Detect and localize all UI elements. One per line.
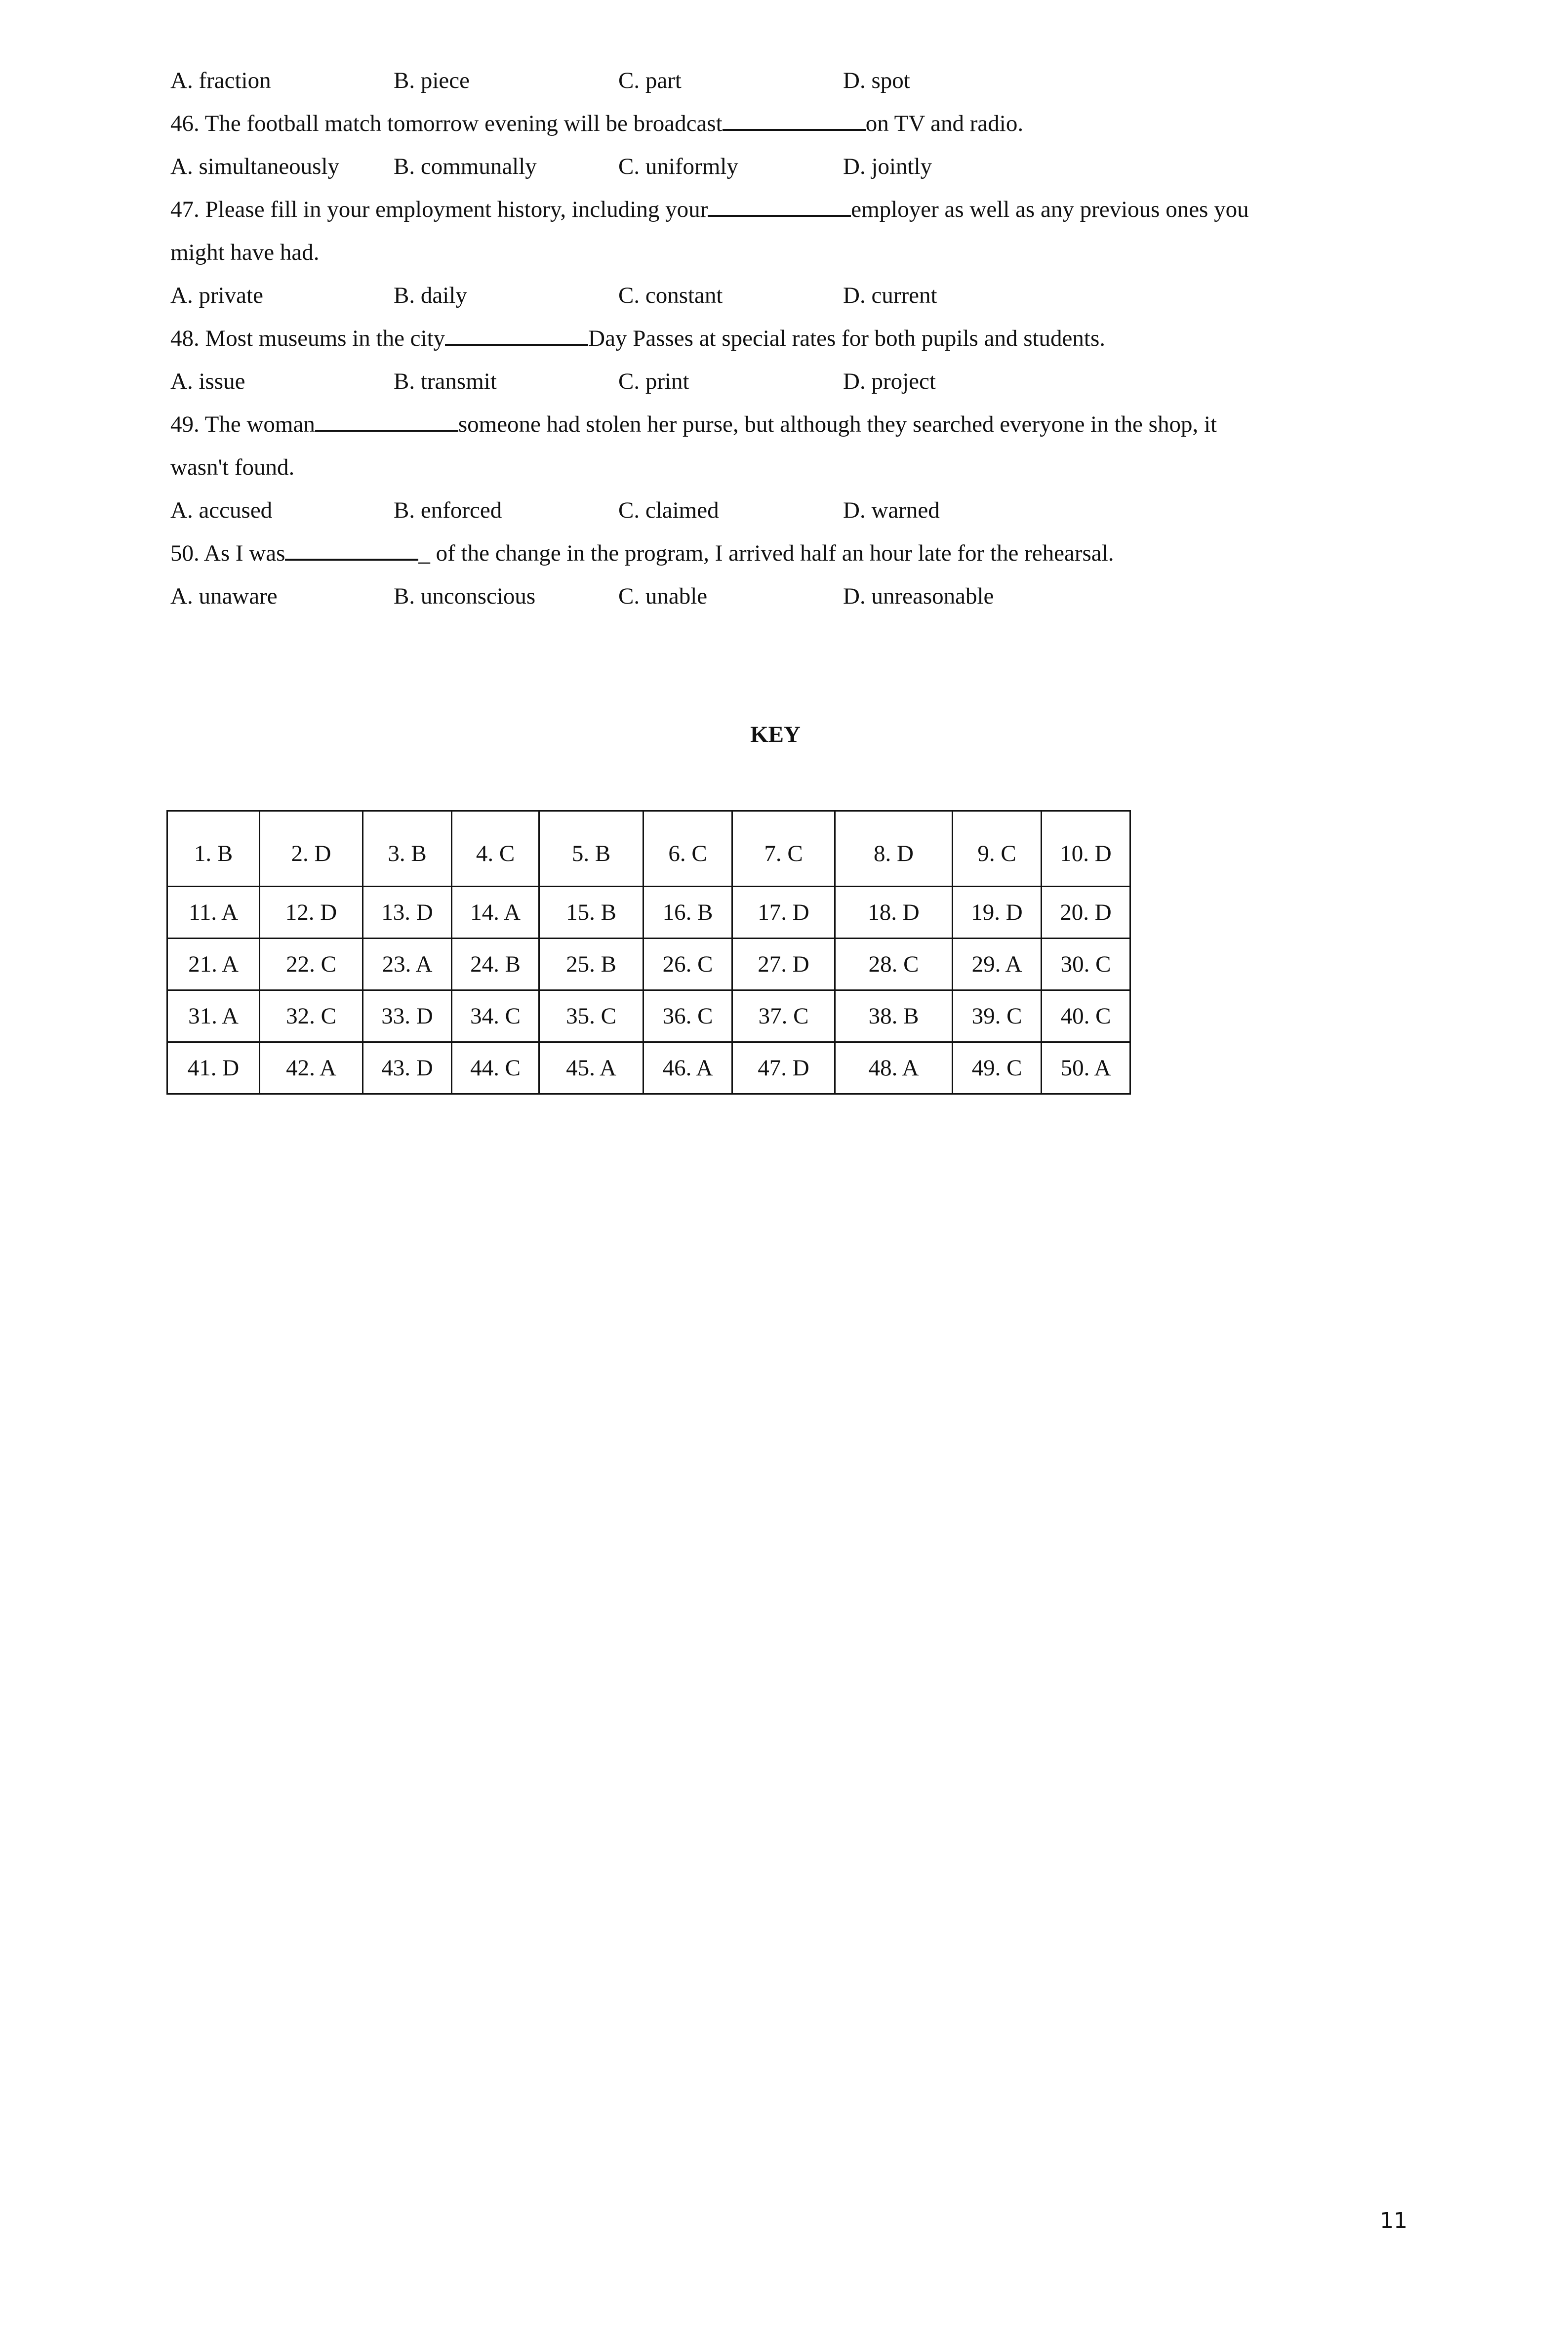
option-a: A. unaware [170,583,278,609]
page-number: 11 [1380,2208,1407,2233]
key-cell: 46. A [643,1042,732,1094]
key-cell: 28. C [835,939,953,990]
option-a: A. simultaneously [170,154,340,179]
questions-section [170,59,1356,618]
question-47-stem [170,188,1356,231]
option-b: B. enforced [394,497,502,523]
key-cell: 20. D [1042,887,1130,939]
table-row [167,939,1130,990]
key-cell: 4. C [452,811,539,887]
key-cell: 25. B [539,939,643,990]
table-row [167,990,1130,1042]
answer-blank [445,329,588,346]
question-47-stem-continued [170,231,1356,274]
question-text: someone had stolen her purse, but although they searched everyone in the shop, it [458,411,1217,437]
question-text: Day Passes at special rates for both pupils and students. [588,326,1106,351]
key-cell: 2. D [260,811,363,887]
option-c: C. print [618,369,689,394]
key-cell: 38. B [835,990,953,1042]
key-cell: 15. B [539,887,643,939]
key-cell: 42. A [260,1042,363,1094]
key-cell: 37. C [732,990,835,1042]
key-cell: 6. C [643,811,732,887]
key-cell: 33. D [363,990,452,1042]
option-a: A. private [170,283,263,308]
table-row [167,811,1130,887]
question-text: 47. Please fill in your employment history, including your [170,197,708,222]
key-cell: 24. B [452,939,539,990]
table-row [167,1042,1130,1094]
option-d: D. jointly [843,154,932,179]
option-a: A. fraction [170,68,271,93]
option-d: D. spot [843,68,910,93]
key-cell: 16. B [643,887,732,939]
option-b: B. unconscious [394,583,536,609]
key-cell: 43. D [363,1042,452,1094]
key-cell: 11. A [167,887,260,939]
key-cell: 32. C [260,990,363,1042]
key-cell: 34. C [452,990,539,1042]
question-text: might have had. [170,240,320,265]
key-cell: 36. C [643,990,732,1042]
key-cell: 1. B [167,811,260,887]
question-49-stem [170,403,1356,446]
option-a: A. accused [170,497,273,523]
key-cell: 14. A [452,887,539,939]
key-cell: 19. D [953,887,1042,939]
answer-blank [315,415,458,432]
option-b: B. transmit [394,369,497,394]
option-d: D. project [843,369,936,394]
key-cell: 26. C [643,939,732,990]
question-45-options [170,59,1356,102]
key-cell: 49. C [953,1042,1042,1094]
question-text: 49. The woman [170,411,315,437]
question-text: wasn't found. [170,454,295,480]
key-cell: 39. C [953,990,1042,1042]
question-49-options [170,489,1356,532]
question-50-stem [170,532,1356,575]
key-cell: 41. D [167,1042,260,1094]
question-text: 46. The football match tomorrow evening will be broadcast [170,111,723,136]
key-cell: 9. C [953,811,1042,887]
key-cell: 7. C [732,811,835,887]
key-cell: 47. D [732,1042,835,1094]
question-46-stem [170,102,1356,145]
key-cell: 12. D [260,887,363,939]
key-cell: 21. A [167,939,260,990]
option-c: C. constant [618,283,723,308]
option-b: B. communally [394,154,537,179]
option-c: C. part [618,68,682,93]
option-d: D. unreasonable [843,583,994,609]
key-cell: 22. C [260,939,363,990]
option-c: C. uniformly [618,154,738,179]
option-c: C. claimed [618,497,719,523]
key-heading: KEY [750,722,801,747]
key-cell: 48. A [835,1042,953,1094]
question-text: 50. As I was [170,540,285,566]
key-cell: 5. B [539,811,643,887]
key-cell: 31. A [167,990,260,1042]
key-cell: 27. D [732,939,835,990]
key-cell: 40. C [1042,990,1130,1042]
key-cell: 44. C [452,1042,539,1094]
option-d: D. current [843,283,937,308]
key-cell: 50. A [1042,1042,1130,1094]
key-cell: 17. D [732,887,835,939]
answer-key-table [166,810,1131,1095]
question-text: on TV and radio. [865,111,1024,136]
question-text: _ of the change in the program, I arrived half an hour late for the rehearsal. [418,540,1114,566]
key-cell: 30. C [1042,939,1130,990]
question-47-options [170,274,1356,317]
option-b: B. piece [394,68,470,93]
answer-blank [708,200,851,217]
question-48-options [170,360,1356,403]
key-cell: 13. D [363,887,452,939]
option-b: B. daily [394,283,467,308]
question-50-options [170,575,1356,618]
question-text: employer as well as any previous ones you [851,197,1249,222]
key-cell: 3. B [363,811,452,887]
option-d: D. warned [843,497,940,523]
question-46-options [170,145,1356,188]
table-row [167,887,1130,939]
key-cell: 45. A [539,1042,643,1094]
answer-blank [723,114,866,131]
question-text: 48. Most museums in the city [170,326,445,351]
question-49-stem-continued [170,446,1356,489]
key-cell: 35. C [539,990,643,1042]
key-cell: 18. D [835,887,953,939]
key-cell: 8. D [835,811,953,887]
key-cell: 10. D [1042,811,1130,887]
option-a: A. issue [170,369,245,394]
option-c: C. unable [618,583,708,609]
question-48-stem [170,317,1356,360]
key-cell: 23. A [363,939,452,990]
key-cell: 29. A [953,939,1042,990]
answer-blank [285,544,418,561]
